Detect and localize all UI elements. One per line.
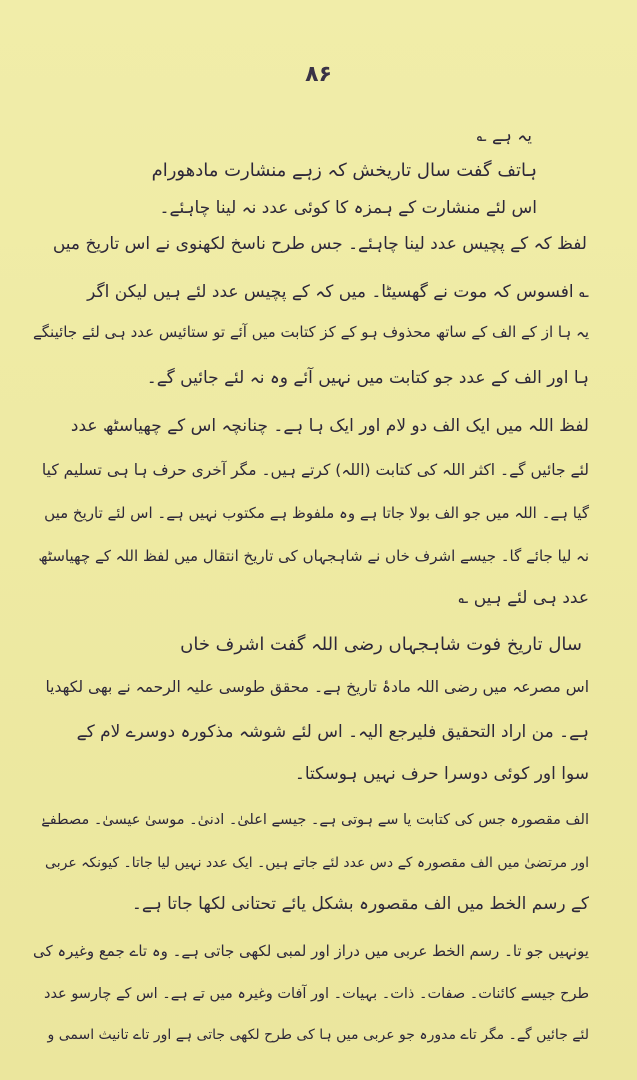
text-line: اور مرتضیٰ میں الف مقصورہ کے دس عدد لئے جاتے ہیں۔ ایک عدد نہیں لیا جاتا۔ کیونکہ عربی <box>45 855 589 871</box>
text-line: اس مصرعہ میں رضی اللہ مادۂ تاریخ ہے۔ محقق طوسی علیہ الرحمہ نے بھی لکھدیا <box>45 678 589 696</box>
text-line: نہ لیا جائے گا۔ جیسے اشرف خاں نے شاہجہاں کی تاریخ انتقال میں لفظ اللہ کے چھیاسٹھ <box>38 547 589 565</box>
text-line: یہ ہا از کے الف کے ساتھ محذوف ہو کے کز کتابت میں آئے تو ستائیس عدد ہی لئے جائینگے <box>32 323 589 341</box>
text-line: لئے جائیں گے۔ اکثر اللہ کی کتابت (اللہ) کرتے ہیں۔ مگر آخری حرف ہا ہی تسلیم کیا <box>41 461 589 479</box>
verse-line: سال تاریخ فوت شاہجہاں رضی اللہ گفت اشرف خاں <box>180 634 582 655</box>
text-line: ہا اور الف کے عدد جو کتابت میں نہیں آئے وہ نہ لئے جائیں گے۔ <box>146 368 589 388</box>
text-line: طرح جیسے کائنات۔ صفات۔ ذات۔ بہیات۔ اور آفات وغیرہ میں تے ہے۔ اس کے چارسو عدد <box>43 986 589 1002</box>
text-line: الف مقصورہ جس کی کتابت یا سے ہوتی ہے۔ جیسے اعلیٰ۔ ادنیٰ۔ موسیٰ عیسیٰ۔ مصطفےٰ <box>41 812 589 828</box>
text-line: لفظ کہ کے پچیس عدد لینا چاہئے۔ جس طرح ناسخ لکھنوی نے اس تاریخ میں <box>52 234 587 254</box>
text-line: عدد ہی لئے ہیں ؎ <box>458 588 589 608</box>
text-line: یہ ہے ؎ <box>476 126 532 146</box>
text-line: ہے۔ من اراد التحقیق فلیرجع الیہ۔ اس لئے شوشہ مذکورہ دوسرے لام کے <box>76 722 589 742</box>
text-line: کے رسم الخط میں الف مقصورہ بشکل یائے تحتانی لکھا جاتا ہے۔ <box>131 894 589 914</box>
text-line: ؎ افسوس کہ موت نے گھسیٹا۔ میں کہ کے پچیس عدد لئے ہیں لیکن اگر <box>87 282 589 302</box>
page-number: ۸۶ <box>305 62 332 87</box>
text-line: لفظ اللہ میں ایک الف دو لام اور ایک ہا ہے۔ چنانچہ اس کے چھیاسٹھ عدد <box>70 416 589 436</box>
text-line: گیا ہے۔ اللہ میں جو الف بولا جاتا ہے وہ ملفوظ ہے مکتوب نہیں ہے۔ اس لئے تاریخ میں <box>44 504 589 522</box>
text-line: یونہیں جو تا۔ رسم الخط عربی میں دراز اور لمبی لکھی جاتی ہے۔ وہ تاے جمع وغیرہ کی <box>32 942 589 960</box>
text-line: سوا اور کوئی دوسرا حرف نہیں ہوسکتا۔ <box>294 764 589 784</box>
verse-line: ہاتف گفت سال تاریخش کہ زہے منشارت مادھورام <box>151 160 537 181</box>
text-line: اس لئے منشارت کے ہمزہ کا کوئی عدد نہ لینا چاہئے۔ <box>159 198 537 218</box>
text-line: لئے جائیں گے۔ مگر تاے مدورہ جو عربی میں ہا کی طرح لکھی جاتی ہے اور تاے تانیث اسمی و <box>47 1027 589 1043</box>
